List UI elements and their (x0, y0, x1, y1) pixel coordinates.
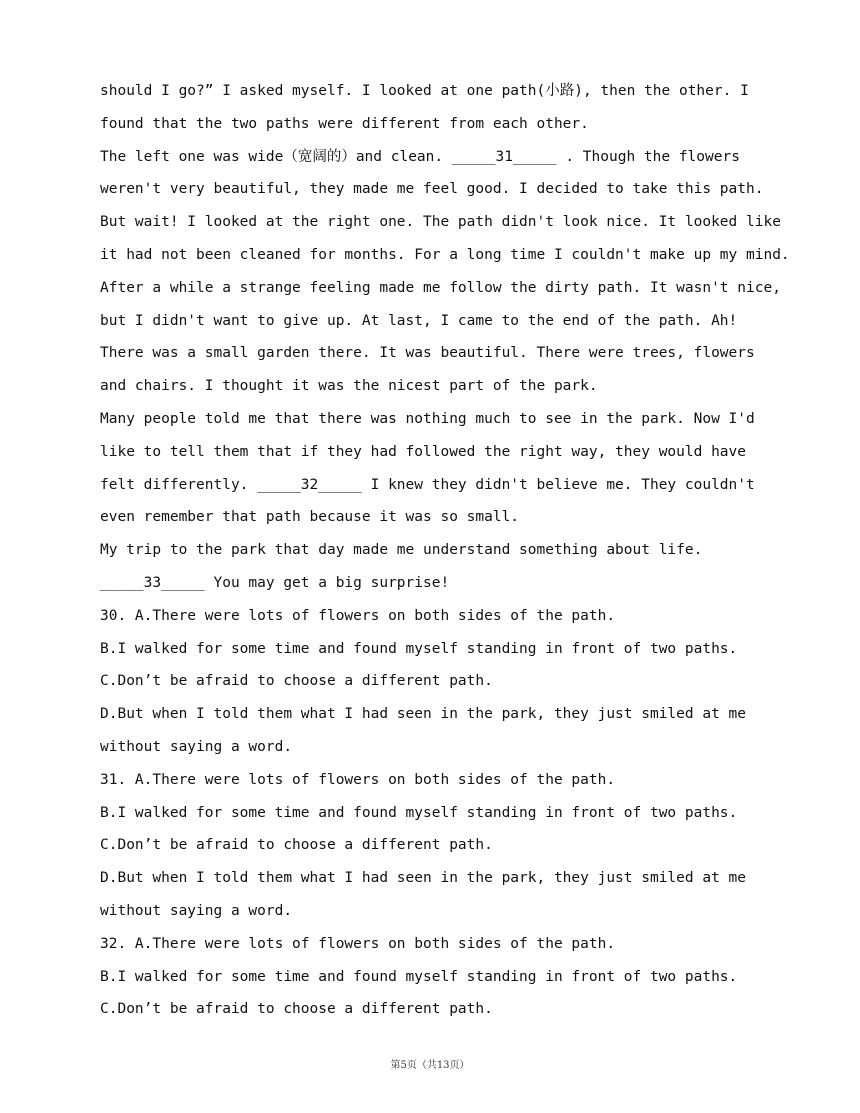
option-line: C.Don’t be afraid to choose a different path. (100, 837, 493, 854)
passage-line: even remember that path because it was so small. (100, 509, 520, 526)
passage-line: felt differently. _____32_____ I knew they didn't believe me. They couldn't (100, 476, 755, 493)
option-line: D.But when I told them what I had seen in the park, they just smiled at me (100, 870, 747, 887)
option-line: D.But when I told them what I had seen in the park, they just smiled at me (100, 706, 747, 723)
passage-line: Many people told me that there was nothing much to see in the park. Now I'd (100, 410, 755, 427)
option-line: B.I walked for some time and found myself standing in front of two paths. (100, 640, 738, 657)
question-line: 31. A.There were lots of flowers on both sides of the path. (100, 771, 616, 788)
passage-line: weren't very beautiful, they made me feel good. I decided to take this path. (100, 181, 764, 198)
option-line: without saying a word. (100, 738, 293, 755)
passage-line: My trip to the park that day made me understand something about life. (100, 542, 703, 559)
passage-line: it had not been cleaned for months. For a long time I couldn't make up my mind. (100, 246, 790, 263)
page-footer: 第5页（共13页） (390, 1060, 470, 1071)
passage-line: The left one was wide（宽阔的）and clean. _____31_____ . Though the flowers (100, 148, 740, 165)
passage-line: _____33_____ You may get a big surprise! (100, 574, 450, 591)
passage-line: After a while a strange feeling made me follow the dirty path. It wasn't nice, (100, 279, 781, 296)
passage-line: but I didn't want to give up. At last, I came to the end of the path. Ah! (100, 312, 738, 329)
question-line: 32. A.There were lots of flowers on both sides of the path. (100, 935, 616, 952)
passage-line: like to tell them that if they had followed the right way, they would have (100, 443, 747, 460)
question-line: 30. A.There were lots of flowers on both sides of the path. (100, 607, 616, 624)
passage-line: and chairs. I thought it was the nicest part of the park. (100, 378, 598, 395)
option-line: C.Don’t be afraid to choose a different path. (100, 673, 493, 690)
page-content (100, 75, 790, 1026)
option-line: C.Don’t be afraid to choose a different path. (100, 1001, 493, 1018)
option-line: B.I walked for some time and found myself standing in front of two paths. (100, 804, 738, 821)
passage-line: There was a small garden there. It was beautiful. There were trees, flowers (100, 345, 755, 362)
option-line: without saying a word. (100, 902, 293, 919)
passage-line: But wait! I looked at the right one. The path didn't look nice. It looked like (100, 214, 781, 231)
option-line: B.I walked for some time and found myself standing in front of two paths. (100, 968, 738, 985)
passage-line: should I go?” I asked myself. I looked at one path(小路), then the other. I (100, 83, 749, 99)
passage-line: found that the two paths were different from each other. (100, 115, 589, 132)
